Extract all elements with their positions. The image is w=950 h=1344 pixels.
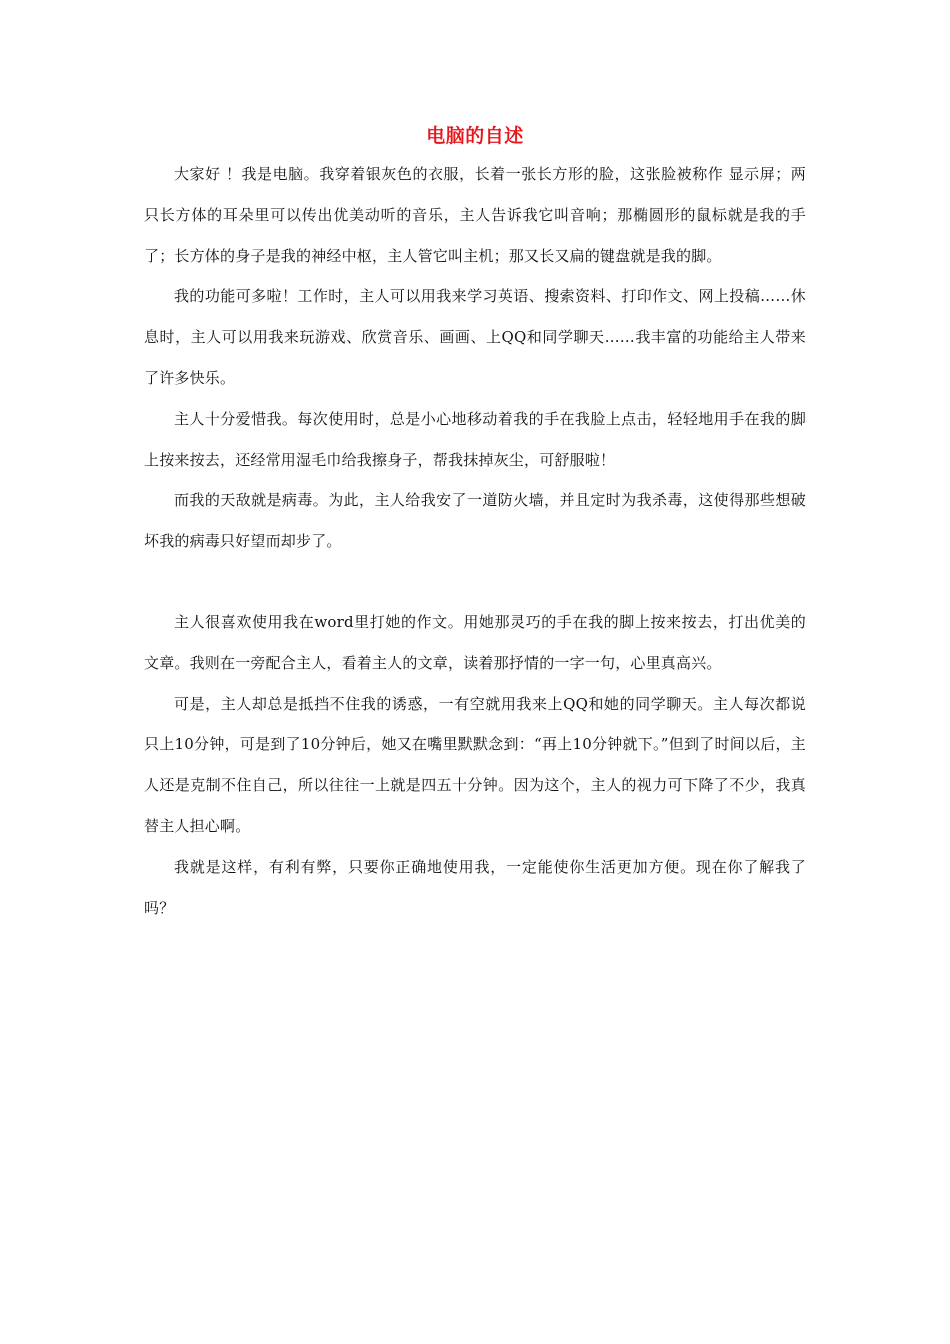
paragraph: 我就是这样，有利有弊，只要你正确地使用我，一定能使你生活更加方便。现在你了解我了吗？ (144, 857, 806, 917)
paragraph: 而我的天敌就是病毒。为此，主人给我安了一道防火墙，并且定时为我杀毒，这使得那些想破坏我的病毒只好望而却步了。 (144, 491, 806, 551)
document-title: 电脑的自述 (426, 125, 524, 147)
paragraph: 可是，主人却总是抵挡不住我的诱惑，一有空就用我来上QQ和她的同学聊天。主人每次都说只上10分钟，可是到了10分钟后，她又在嘴里默默念到：“再上10分钟就下。”但到了时间以后，主人还是克制不住自己，所以往往一上就是四五十分钟。因为这个，主人的视力可下降了不少，我真替主人担心啊。 (144, 694, 806, 835)
paragraph: 我的功能可多啦！工作时，主人可以用我来学习英语、搜索资料、打印作文、网上投稿……休息时，主人可以用我来玩游戏、欣赏音乐、画画、上QQ和同学聊天……我丰富的功能给主人带来了许多快乐。 (144, 287, 806, 387)
document-content (144, 118, 806, 928)
section-spacer (144, 562, 806, 602)
paragraph: 主人十分爱惜我。每次使用时，总是小心地移动着我的手在我脸上点击，轻轻地用手在我的脚上按来按去，还经常用湿毛巾给我擦身子，帮我抹掉灰尘，可舒服啦！ (144, 409, 806, 469)
paragraph: 大家好 ！我是电脑。我穿着银灰色的衣服，长着一张长方形的脸，这张脸被称作 显示屏；两只长方体的耳朵里可以传出优美动听的音乐，主人告诉我它叫音响；那椭圆形的鼠标就是我的手了；长方体的身子是我的神经中枢，主人管它叫主机；那又长又扁的键盘就是我的脚。 (144, 165, 806, 265)
paragraph: 主人很喜欢使用我在word里打她的作文。用她那灵巧的手在我的脚上按来按去，打出优美的文章。我则在一旁配合主人，看着主人的文章，读着那抒情的一字一句，心里真高兴。 (144, 612, 806, 672)
